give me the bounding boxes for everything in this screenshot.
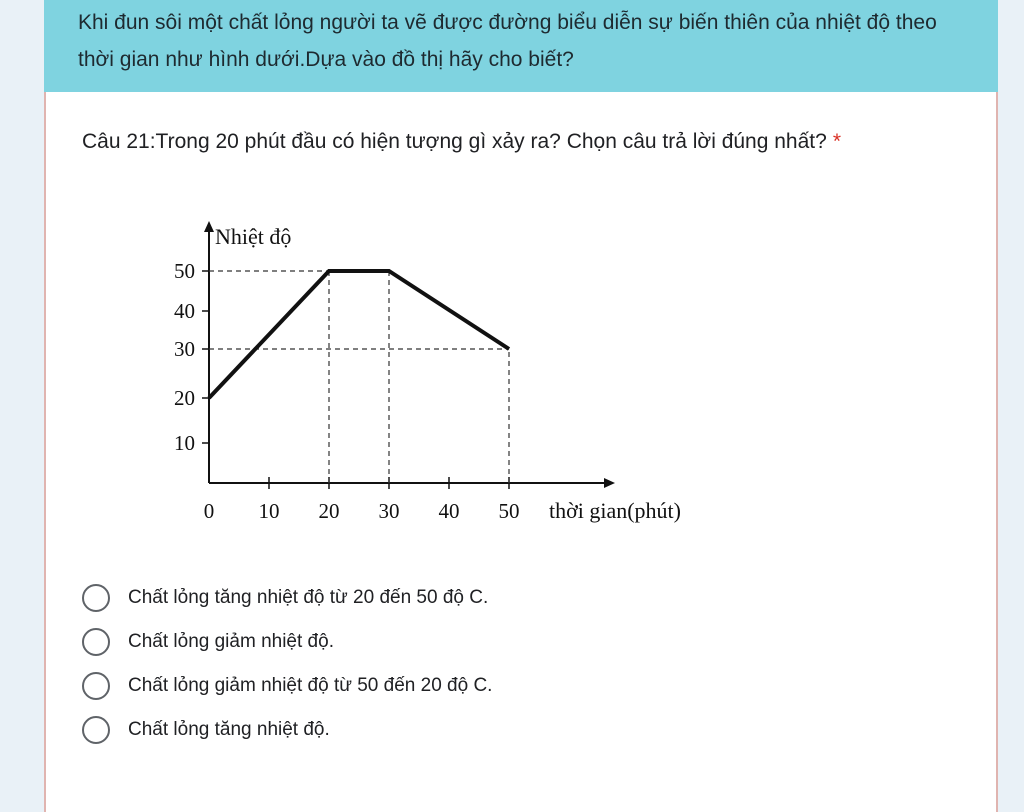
x-tick-label: 10 [258,499,280,523]
instructions-banner [44,0,998,92]
y-tick-label: 50 [174,259,195,283]
option-label: Chất lỏng giảm nhiệt độ. [128,631,334,652]
radio-button[interactable] [82,628,110,656]
radio-button[interactable] [82,584,110,612]
x-axis-label: thời gian(phút) [549,498,681,523]
question-text: Câu 21:Trong 20 phút đầu có hiện tượng gì xảy ra? Chọn câu trả lời đúng nhất? [82,130,827,153]
option-label: Chất lỏng tăng nhiệt độ. [128,719,330,740]
instructions-text: Khi đun sôi một chất lỏng người ta vẽ được đường biểu diễn sự biến thiên của nhiệt độ theo thời gian như hình dưới.Dựa vào đồ thị hãy cho biết? [78,11,937,71]
radio-button[interactable] [82,672,110,700]
option-label: Chất lỏng tăng nhiệt độ từ 20 đến 50 độ C. [128,587,489,608]
y-axis-arrow [204,221,214,232]
y-tick-label: 10 [174,431,195,455]
y-tick-label: 20 [174,386,195,410]
y-tick-label: 40 [174,299,195,323]
temperature-time-chart [106,212,746,532]
radio-button[interactable] [82,716,110,744]
answer-options [82,568,492,760]
y-tick-label: 30 [174,337,195,361]
option-label: Chất lỏng giảm nhiệt độ từ 50 đến 20 độ C. [128,675,493,696]
question-card [44,92,998,812]
x-tick-label: 0 [203,499,215,523]
x-tick-label: 30 [378,499,400,523]
required-asterisk: * [832,130,841,153]
question-title [82,130,841,154]
x-axis-arrow [604,478,615,488]
x-tick-label: 40 [438,499,460,523]
data-series-line [209,271,509,398]
option-4[interactable] [82,700,492,760]
x-tick-label: 50 [498,499,520,523]
y-axis-label: Nhiệt độ [215,224,292,249]
x-tick-label: 20 [318,499,340,523]
